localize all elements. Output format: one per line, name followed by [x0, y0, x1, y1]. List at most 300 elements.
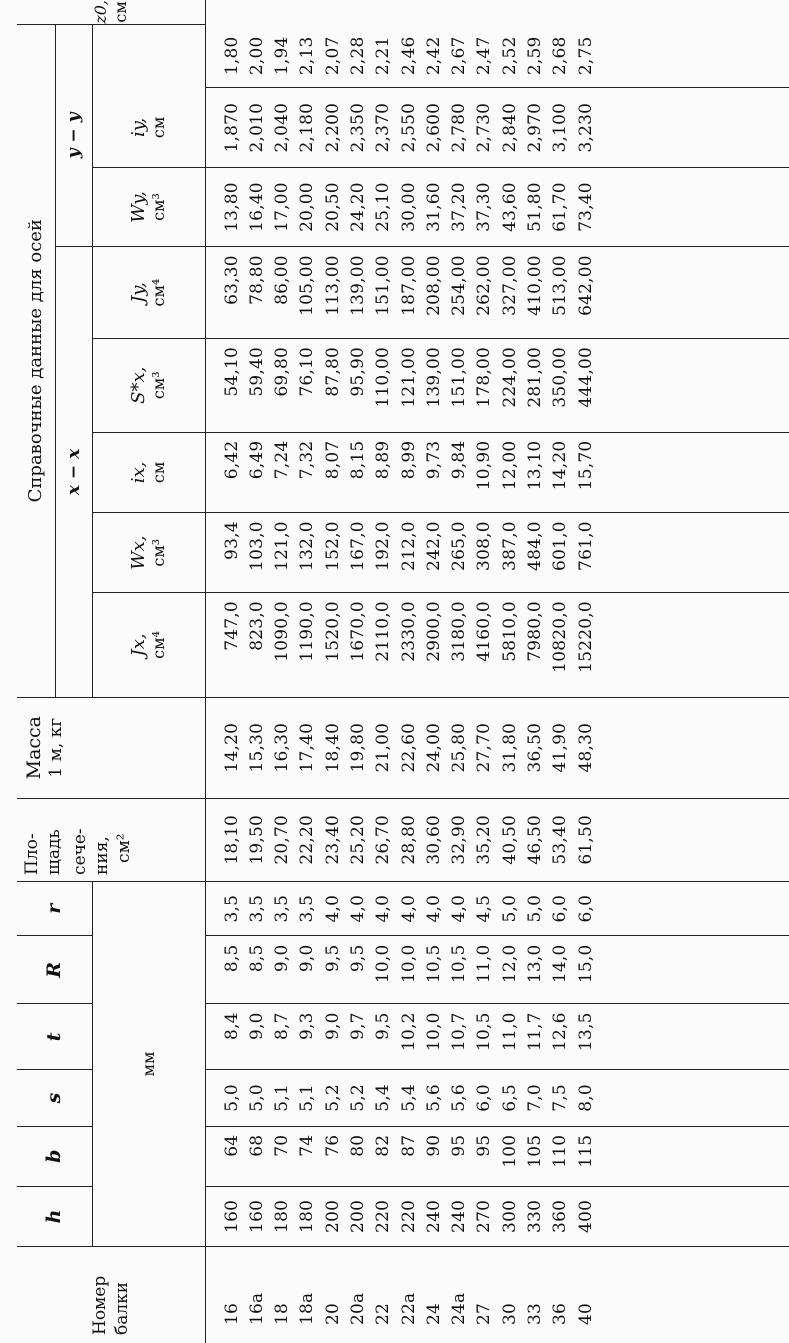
column-z0: [205, 24, 789, 88]
cell-Jy: 262,00: [474, 255, 495, 316]
cell-Wy: 30,00: [398, 182, 419, 232]
cell-area: 32,90: [449, 814, 470, 865]
cell-b: 90: [423, 1134, 444, 1157]
cell-iy: 2,970: [525, 102, 546, 153]
cell-z0: 2,52: [499, 36, 520, 76]
header-s: s: [17, 1070, 92, 1126]
cell-R: 11,0: [474, 944, 495, 984]
cell-Jy: 139,00: [347, 255, 368, 316]
cell-t: 9,7: [347, 1012, 368, 1040]
cell-mass: 19,80: [347, 722, 368, 773]
cell-number: 18: [272, 1302, 293, 1325]
header-area-line1: Пло-: [22, 833, 42, 875]
cell-t: 10,0: [423, 1012, 444, 1051]
cell-Jx: 4160,0: [474, 601, 495, 662]
cell-s: 5,6: [449, 1084, 470, 1112]
cell-r: 4,0: [423, 894, 444, 923]
cell-Jx: 823,0: [246, 601, 267, 651]
cell-r: 4,0: [373, 894, 394, 923]
cell-b: 76: [322, 1134, 343, 1157]
cell-t: 11,7: [525, 1012, 546, 1051]
cell-b: 82: [373, 1134, 394, 1157]
cell-r: 4,0: [449, 894, 470, 923]
cell-z0: 2,42: [423, 36, 444, 76]
cell-Wy: 13,80: [221, 182, 242, 232]
cell-t: 10,5: [474, 1012, 495, 1051]
column-Jy: [205, 247, 789, 339]
cell-area: 28,80: [398, 814, 419, 865]
cell-Wy: 20,50: [322, 182, 343, 232]
cell-h: 180: [297, 1199, 318, 1233]
cell-number: 18а: [297, 1292, 318, 1325]
cell-area: 30,60: [423, 814, 444, 865]
header-area-line5: см²: [114, 833, 134, 863]
cell-b: 115: [575, 1134, 596, 1168]
cell-ix: 9,73: [423, 440, 444, 480]
cell-R: 13,0: [525, 944, 546, 984]
cell-z0: 2,47: [474, 36, 495, 76]
cell-Jx: 1670,0: [347, 601, 368, 662]
cell-Jy: 86,00: [272, 255, 293, 305]
cell-s: 6,0: [474, 1084, 495, 1112]
header-Jy-unit: см⁴: [148, 278, 168, 307]
cell-number: 16а: [246, 1292, 267, 1325]
cell-Wx: 242,0: [423, 521, 444, 571]
cell-Wx: 93,4: [221, 521, 242, 560]
cell-area: 61,50: [575, 814, 596, 865]
cell-Wx: 601,0: [550, 521, 571, 571]
cell-Jx: 3180,0: [449, 601, 470, 662]
cell-Sx: 121,00: [398, 346, 419, 408]
cell-ix: 14,20: [550, 440, 571, 491]
cell-b: 80: [347, 1134, 368, 1157]
column-Wx: [205, 513, 789, 593]
cell-iy: 2,780: [449, 102, 470, 153]
cell-Sx: 350,00: [550, 346, 571, 408]
cell-t: 10,7: [449, 1012, 470, 1051]
cell-h: 200: [322, 1199, 343, 1233]
cell-s: 5,4: [373, 1084, 394, 1112]
cell-z0: 2,13: [297, 36, 318, 76]
cell-Jx: 2110,0: [373, 601, 394, 662]
cell-area: 19,50: [246, 814, 267, 865]
cell-Sx: 87,80: [322, 346, 343, 397]
column-r: [205, 881, 789, 936]
column-Wy: [205, 167, 789, 246]
cell-mass: 27,70: [474, 722, 495, 773]
cell-iy: 2,370: [373, 102, 394, 153]
cell-Jy: 254,00: [449, 255, 470, 316]
cell-R: 8,5: [221, 944, 242, 973]
header-Sx-unit: см³: [148, 371, 168, 400]
cell-number: 33: [525, 1302, 546, 1325]
cell-R: 9,0: [297, 944, 318, 973]
cell-s: 5,6: [423, 1084, 444, 1112]
cell-iy: 2,200: [322, 102, 343, 153]
cell-Wy: 51,80: [525, 182, 546, 232]
column-s: [205, 1070, 789, 1126]
cell-R: 14,0: [550, 944, 571, 984]
cell-Wx: 387,0: [499, 521, 520, 571]
cell-s: 8,0: [575, 1084, 596, 1112]
cell-R: 9,5: [322, 944, 343, 973]
cell-b: 95: [449, 1134, 470, 1157]
cell-Sx: 178,00: [474, 346, 495, 408]
cell-Sx: 110,00: [373, 346, 394, 408]
cell-z0: 1,80: [221, 36, 242, 76]
header-Jx-unit: см⁴: [148, 630, 168, 659]
cell-mass: 16,30: [272, 722, 293, 773]
header-z0: [17, 0, 205, 24]
cell-b: 95: [474, 1134, 495, 1157]
cell-R: 10,0: [373, 944, 394, 984]
cell-r: 4,5: [474, 894, 495, 923]
cell-R: 10,5: [423, 944, 444, 984]
cell-b: 70: [272, 1134, 293, 1157]
cell-z0: 1,94: [272, 36, 293, 76]
cell-Jy: 327,00: [499, 255, 520, 316]
header-number-line1: Номер: [89, 1275, 110, 1335]
cell-mass: 36,50: [525, 722, 546, 773]
cell-Wy: 17,00: [272, 182, 293, 232]
cell-number: 36: [550, 1302, 571, 1325]
cell-Wy: 37,30: [474, 182, 495, 232]
cell-r: 4,0: [322, 894, 343, 923]
cell-number: 20: [322, 1302, 343, 1325]
cell-s: 5,2: [347, 1084, 368, 1112]
header-area-line2: щадь: [44, 829, 64, 875]
cell-number: 16: [221, 1302, 242, 1325]
cell-r: 3,5: [272, 894, 293, 923]
header-b: b: [17, 1126, 92, 1186]
cell-Wy: 61,70: [550, 182, 571, 232]
column-R: [205, 936, 789, 1004]
cell-R: 9,5: [347, 944, 368, 973]
cell-Wy: 37,20: [449, 182, 470, 232]
cell-Jy: 78,80: [246, 255, 267, 305]
cell-Wy: 16,40: [246, 182, 267, 232]
cell-Sx: 224,00: [499, 346, 520, 408]
cell-mass: 31,80: [499, 722, 520, 773]
cell-Sx: 139,00: [423, 346, 444, 408]
cell-mass: 48,30: [575, 722, 596, 773]
cell-r: 3,5: [221, 894, 242, 923]
cell-t: 8,4: [221, 1012, 242, 1040]
cell-s: 5,1: [272, 1084, 293, 1112]
cell-z0: 2,28: [347, 36, 368, 76]
cell-iy: 2,350: [347, 102, 368, 153]
cell-t: 9,3: [297, 1012, 318, 1040]
cell-h: 240: [423, 1199, 444, 1233]
cell-Jy: 63,30: [221, 255, 242, 305]
cell-iy: 2,730: [474, 102, 495, 153]
column-h: [205, 1186, 789, 1246]
cell-Jy: 151,00: [373, 255, 394, 316]
cell-mass: 21,00: [373, 722, 394, 773]
header-Wx-symbol: Wx,: [127, 535, 149, 570]
cell-Sx: 281,00: [525, 346, 546, 408]
cell-Wx: 152,0: [322, 521, 343, 571]
cell-r: 6,0: [550, 894, 571, 923]
cell-R: 12,0: [499, 944, 520, 984]
cell-z0: 2,67: [449, 36, 470, 76]
cell-mass: 15,30: [246, 722, 267, 773]
cell-Wx: 103,0: [246, 521, 267, 571]
cell-mass: 25,80: [449, 722, 470, 773]
cell-ix: 8,07: [322, 440, 343, 480]
cell-b: 87: [398, 1134, 419, 1157]
cell-iy: 2,840: [499, 102, 520, 153]
cell-z0: 2,75: [575, 36, 596, 76]
cell-Jy: 187,00: [398, 255, 419, 316]
cell-Wx: 761,0: [575, 521, 596, 571]
cell-t: 10,2: [398, 1012, 419, 1051]
cell-mass: 18,40: [322, 722, 343, 773]
cell-R: 15,0: [575, 944, 596, 984]
cell-s: 6,5: [499, 1084, 520, 1112]
header-ix: [92, 432, 205, 513]
column-number: [205, 1247, 789, 1343]
cell-z0: 2,07: [322, 36, 343, 76]
cell-mass: 17,40: [297, 722, 318, 773]
cell-area: 18,10: [221, 814, 242, 865]
cell-area: 26,70: [373, 814, 394, 865]
cell-Wx: 132,0: [297, 521, 318, 571]
header-r: r: [17, 881, 92, 936]
cell-h: 200: [347, 1199, 368, 1233]
cell-area: 22,20: [297, 814, 318, 865]
cell-ix: 12,00: [499, 440, 520, 491]
cell-r: 4,0: [347, 894, 368, 923]
column-area: [205, 798, 789, 881]
header-area-line4: ния,: [92, 836, 112, 875]
cell-area: 53,40: [550, 814, 571, 865]
cell-ix: 8,99: [398, 440, 419, 480]
header-R: R: [17, 936, 92, 1004]
cell-iy: 2,180: [297, 102, 318, 153]
cell-ix: 8,15: [347, 440, 368, 480]
cell-area: 25,20: [347, 814, 368, 865]
cell-Wy: 20,00: [297, 182, 318, 232]
cell-s: 5,2: [322, 1084, 343, 1112]
cell-iy: 3,100: [550, 102, 571, 153]
column-t: [205, 1004, 789, 1070]
cell-h: 160: [221, 1199, 242, 1233]
column-Sx: [205, 338, 789, 432]
cell-h: 300: [499, 1199, 520, 1233]
cell-R: 9,0: [272, 944, 293, 973]
cell-h: 240: [449, 1199, 470, 1233]
cell-Wy: 25,10: [373, 182, 394, 232]
cell-h: 400: [575, 1199, 596, 1233]
cell-Jy: 105,00: [297, 255, 318, 316]
column-ix: [205, 432, 789, 513]
header-Wx-unit: см³: [148, 538, 168, 567]
cell-Jx: 2900,0: [423, 601, 444, 662]
cell-Jy: 513,00: [550, 255, 571, 316]
cell-number: 24: [423, 1302, 444, 1325]
cell-Wy: 73,40: [575, 182, 596, 232]
cell-R: 8,5: [246, 944, 267, 973]
cell-number: 27: [474, 1302, 495, 1325]
cell-h: 220: [373, 1199, 394, 1233]
cell-h: 270: [474, 1199, 495, 1233]
header-Wy: [92, 167, 205, 246]
header-number-line2: балки: [111, 1281, 132, 1335]
cell-h: 160: [246, 1199, 267, 1233]
cell-r: 5,0: [525, 894, 546, 923]
cell-Jy: 642,00: [575, 255, 596, 316]
header-axis-x: x − x: [55, 247, 92, 698]
cell-Wx: 484,0: [525, 521, 546, 571]
cell-ix: 7,32: [297, 440, 318, 480]
header-Jy-symbol: Jy,: [127, 282, 149, 303]
cell-z0: 2,59: [525, 36, 546, 76]
cell-Jx: 15220,0: [575, 601, 596, 673]
cell-R: 10,0: [398, 944, 419, 984]
column-mass: [205, 697, 789, 798]
cell-iy: 3,230: [575, 102, 596, 153]
channel-beam-table: [17, 0, 789, 1343]
cell-Sx: 76,10: [297, 346, 318, 397]
cell-r: 5,0: [499, 894, 520, 923]
cell-s: 7,5: [550, 1084, 571, 1112]
cell-Jx: 2330,0: [398, 601, 419, 662]
header-axis-y: y − y: [55, 24, 92, 246]
cell-t: 11,0: [499, 1012, 520, 1051]
cell-Wx: 308,0: [474, 521, 495, 571]
column-iy: [205, 88, 789, 167]
cell-t: 8,7: [272, 1012, 293, 1040]
cell-ix: 10,90: [474, 440, 495, 491]
cell-s: 5,1: [297, 1084, 318, 1112]
cell-Wx: 192,0: [373, 521, 394, 571]
cell-z0: 2,68: [550, 36, 571, 76]
cell-b: 105: [525, 1134, 546, 1168]
column-Jx: [205, 593, 789, 698]
cell-r: 3,5: [297, 894, 318, 923]
cell-mass: 22,60: [398, 722, 419, 773]
header-ix-symbol: ix,: [127, 461, 149, 484]
header-Jx-symbol: Jx,: [127, 633, 149, 657]
cell-t: 9,5: [373, 1012, 394, 1040]
cell-iy: 2,040: [272, 102, 293, 153]
header-t: t: [17, 1004, 92, 1070]
cell-Wy: 24,20: [347, 182, 368, 232]
cell-Wx: 265,0: [449, 521, 470, 571]
cell-s: 5,0: [246, 1084, 267, 1112]
header-z0-unit: см: [110, 1, 130, 23]
cell-s: 7,0: [525, 1084, 546, 1112]
header-mass-line1: Масса: [23, 715, 45, 780]
cell-h: 180: [272, 1199, 293, 1233]
cell-mass: 14,20: [221, 722, 242, 773]
cell-b: 68: [246, 1134, 267, 1157]
cell-z0: 2,21: [373, 36, 394, 76]
cell-r: 6,0: [575, 894, 596, 923]
cell-Jy: 113,00: [322, 255, 343, 316]
cell-area: 20,70: [272, 814, 293, 865]
header-mm-label: мм: [138, 1051, 158, 1077]
cell-area: 46,50: [525, 814, 546, 865]
cell-area: 35,20: [474, 814, 495, 865]
cell-Wy: 43,60: [499, 182, 520, 232]
cell-iy: 2,010: [246, 102, 267, 153]
cell-Sx: 444,00: [575, 346, 596, 408]
cell-Wx: 167,0: [347, 521, 368, 571]
cell-number: 24а: [449, 1292, 470, 1325]
cell-Sx: 59,40: [246, 346, 267, 397]
cell-t: 9,0: [246, 1012, 267, 1040]
header-reference-data: Справочные данные для осей: [17, 24, 55, 697]
header-Jx: [92, 593, 205, 698]
header-Wx: [92, 513, 205, 593]
header-beam-number: [17, 1247, 205, 1343]
cell-Sx: 95,90: [347, 346, 368, 397]
column-b: [205, 1126, 789, 1186]
header-iy: [92, 88, 205, 167]
cell-number: 20а: [347, 1292, 368, 1325]
cell-number: 22а: [398, 1292, 419, 1325]
cell-Wx: 121,0: [272, 521, 293, 571]
cell-h: 220: [398, 1199, 419, 1233]
cell-t: 12,6: [550, 1012, 571, 1051]
cell-Jy: 208,00: [423, 255, 444, 316]
header-Jy: [92, 247, 205, 339]
cell-b: 64: [221, 1134, 242, 1157]
cell-ix: 6,49: [246, 440, 267, 480]
cell-s: 5,0: [221, 1084, 242, 1112]
cell-Sx: 151,00: [449, 346, 470, 408]
cell-t: 9,0: [322, 1012, 343, 1040]
header-area: [17, 798, 205, 881]
cell-ix: 6,42: [221, 440, 242, 480]
header-Wy-symbol: Wy,: [127, 191, 149, 223]
header-z0-symbol: z0,: [90, 0, 110, 24]
cell-Sx: 54,10: [221, 346, 242, 397]
cell-ix: 9,84: [449, 440, 470, 480]
cell-number: 30: [499, 1302, 520, 1325]
cell-b: 110: [550, 1134, 571, 1168]
header-Sx: [92, 338, 205, 432]
cell-ix: 15,70: [575, 440, 596, 491]
header-iy-symbol: iy,: [127, 117, 149, 138]
cell-h: 360: [550, 1199, 571, 1233]
cell-Jx: 7980,0: [525, 601, 546, 662]
cell-r: 4,0: [398, 894, 419, 923]
header-Sx-symbol: S*x,: [127, 366, 149, 404]
cell-ix: 7,24: [272, 440, 293, 480]
cell-Sx: 69,80: [272, 346, 293, 397]
cell-h: 330: [525, 1199, 546, 1233]
cell-Jx: 747,0: [221, 601, 242, 651]
cell-Jx: 1520,0: [322, 601, 343, 662]
cell-b: 74: [297, 1134, 318, 1157]
header-h: h: [17, 1186, 92, 1246]
cell-R: 10,5: [449, 944, 470, 984]
header-area-line3: сече-: [70, 828, 90, 875]
header-mm: [92, 881, 205, 1246]
cell-Wx: 212,0: [398, 521, 419, 571]
cell-mass: 41,90: [550, 722, 571, 773]
cell-number: 40: [575, 1302, 596, 1325]
cell-ix: 8,89: [373, 440, 394, 480]
cell-ix: 13,10: [525, 440, 546, 491]
cell-area: 40,50: [499, 814, 520, 865]
cell-Jy: 410,00: [525, 255, 546, 316]
cell-z0: 2,46: [398, 36, 419, 76]
cell-iy: 2,600: [423, 102, 444, 153]
